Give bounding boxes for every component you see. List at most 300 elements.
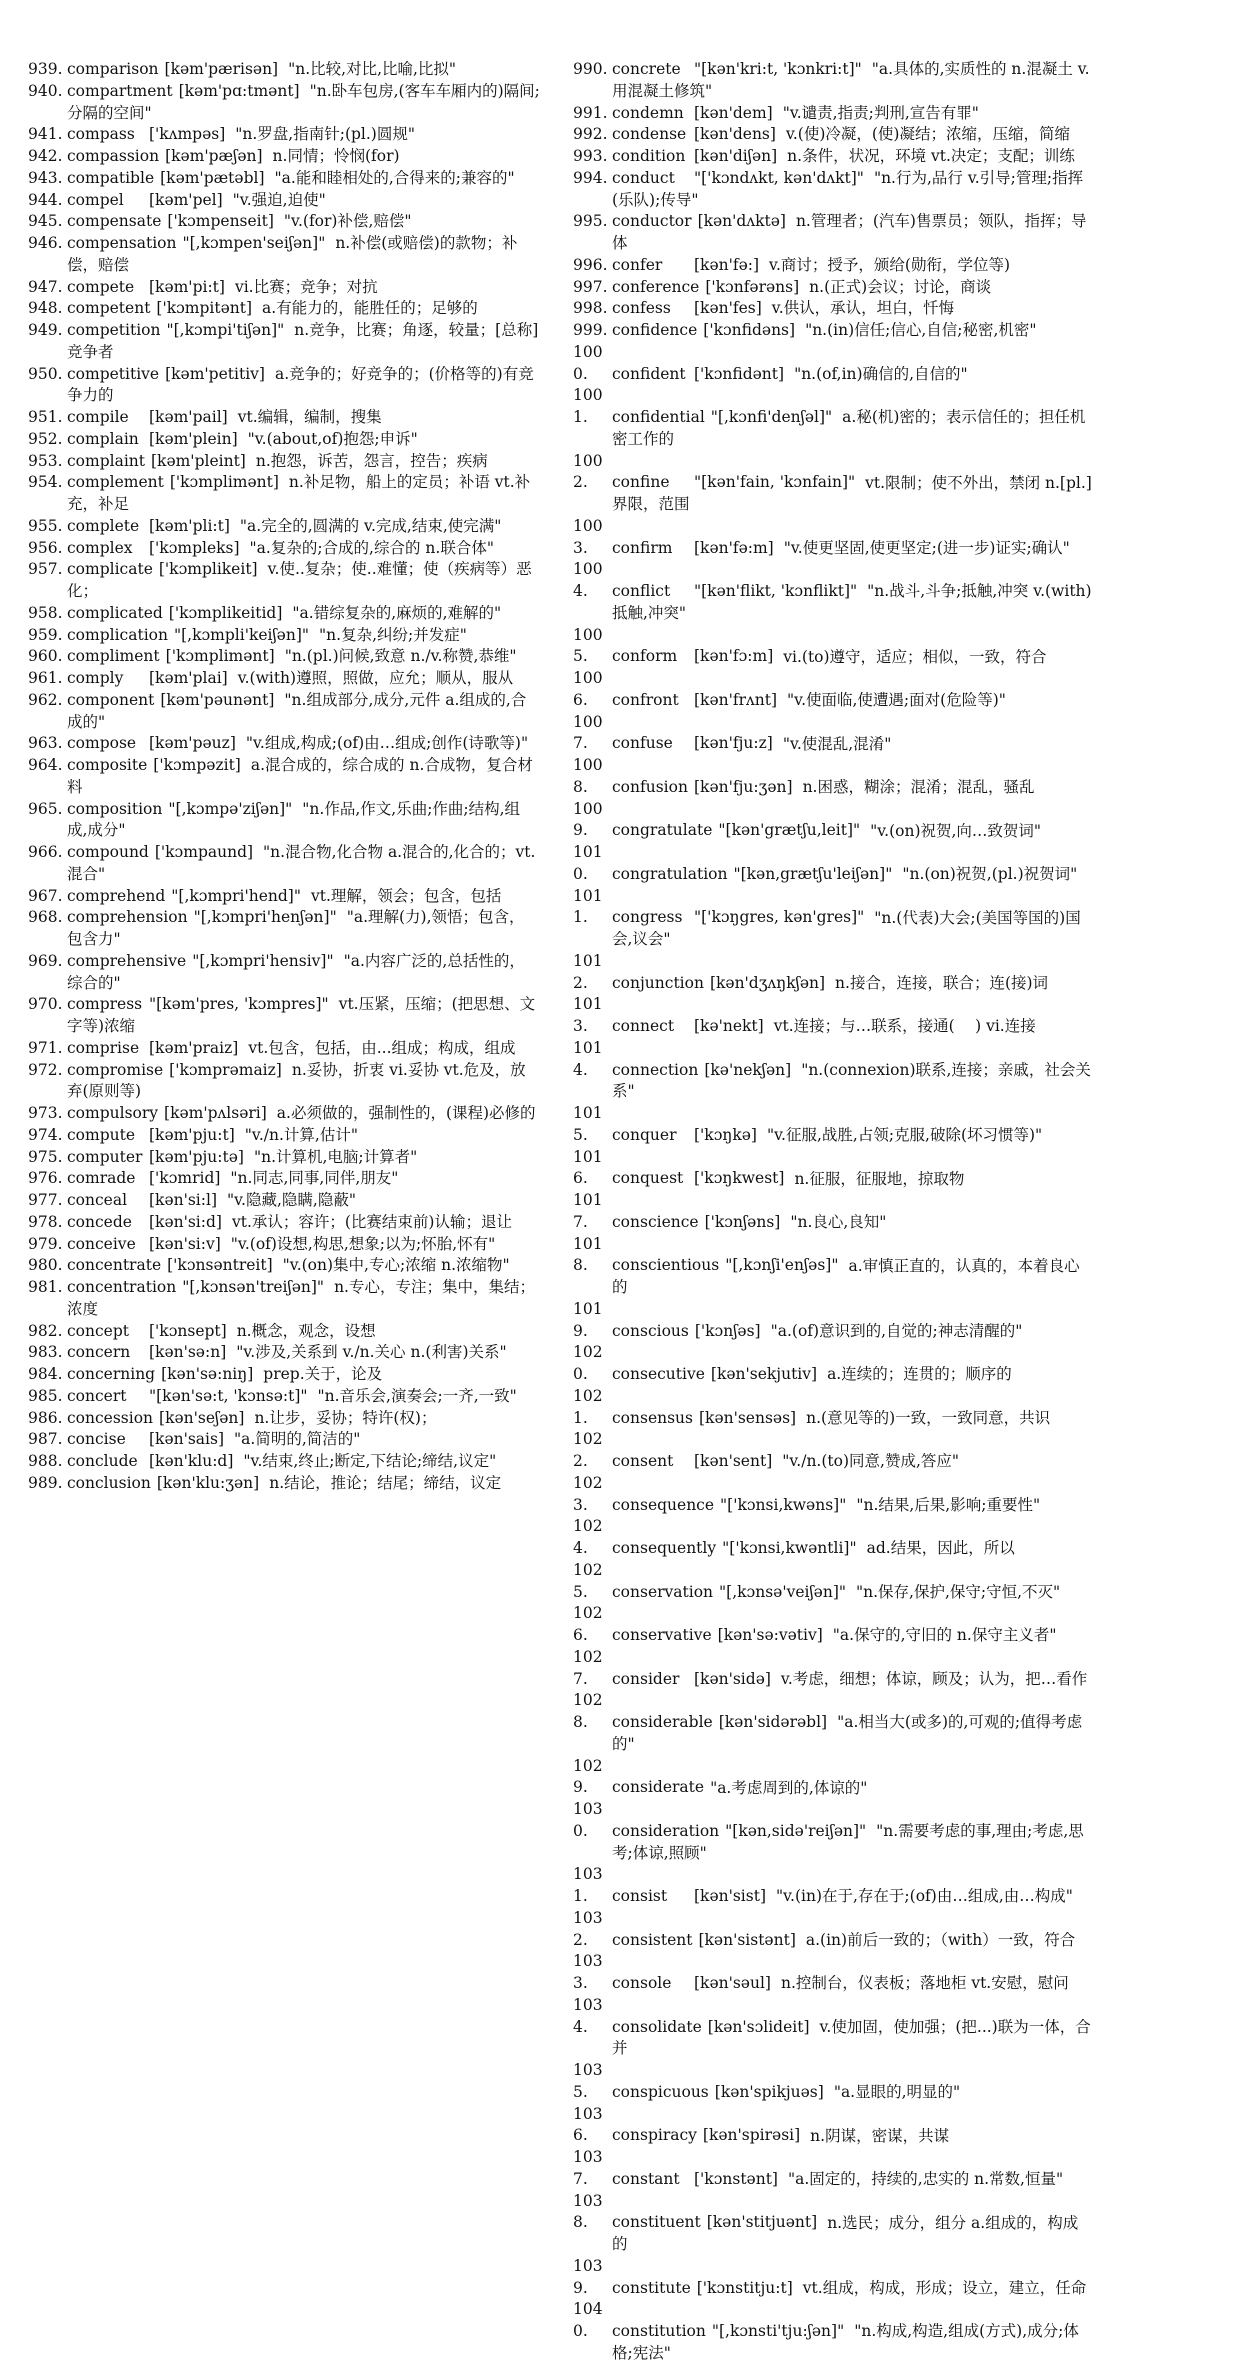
- entry-word: comprehend: [67, 886, 166, 905]
- vocabulary-entry: [28, 190, 540, 212]
- entry-phonetic: [kən'fju:z]: [694, 734, 773, 753]
- entry-word: composition: [67, 799, 163, 818]
- entry-phonetic: "['kɔnsi,kwəns]": [720, 1495, 847, 1514]
- entry-definition: n.结论，推论；结尾；缔结，议定: [269, 1473, 502, 1492]
- entry-word: conduct: [612, 168, 675, 187]
- entry-number: 1035.: [573, 2061, 603, 2101]
- entry-phonetic: [kən'fes]: [694, 299, 762, 318]
- entry-word: concrete: [612, 60, 681, 78]
- entry-number: 974.: [28, 1125, 63, 1144]
- entry-number: 964.: [28, 756, 63, 774]
- entry-phonetic: ['kɔmplikeit]: [158, 560, 258, 579]
- entry-number: 1010.: [573, 843, 603, 883]
- vocabulary-entry: [28, 277, 540, 299]
- vocabulary-entry: [28, 799, 540, 843]
- entry-definition: a.必须做的，强制性的，(课程)必修的: [276, 1104, 536, 1122]
- entry-phonetic: [kən'sais]: [149, 1430, 225, 1449]
- vocabulary-entry: [28, 168, 540, 190]
- entry-definition: "n.同志,同事,同伴,朋友": [230, 1169, 399, 1188]
- entry-phonetic: "[kən'kri:t, 'kɔnkri:t]": [694, 60, 862, 78]
- entry-phonetic: [kən'dens]: [694, 125, 776, 144]
- entry-number: 1040.: [573, 2300, 603, 2340]
- entry-number: 969.: [28, 951, 63, 970]
- entry-phonetic: [kən'sɔlideit]: [707, 2017, 810, 2036]
- entry-phonetic: ['kɔnfidəns]: [703, 321, 796, 339]
- vocabulary-entry: [28, 1147, 540, 1169]
- entry-word: compartment: [67, 81, 173, 100]
- entry-number: 1015.: [573, 1104, 603, 1144]
- entry-phonetic: [kən'fɔ:m]: [694, 647, 774, 666]
- entry-number: 956.: [28, 538, 63, 557]
- entry-definition: v.(使)冷凝，(使)凝结；浓缩，压缩，简缩: [785, 125, 1070, 144]
- vocabulary-entry: [573, 2060, 1093, 2104]
- entry-phonetic: [kəm'pel]: [149, 190, 223, 209]
- entry-word: condition: [612, 147, 686, 165]
- entry-definition: n.竞争，比赛；角逐，较量；[总称]竞争者: [67, 321, 539, 361]
- entry-number: 959.: [28, 625, 63, 644]
- entry-number: 975.: [28, 1147, 63, 1166]
- entry-word: conclude: [67, 1452, 138, 1470]
- entry-number: 970.: [28, 995, 63, 1014]
- entry-phonetic: [kən'si:v]: [149, 1234, 221, 1253]
- entry-number: 1026.: [573, 1604, 603, 1644]
- entry-word: consent: [612, 1452, 674, 1470]
- entry-word: consolidate: [612, 2017, 702, 2036]
- entry-word: constitution: [612, 2322, 706, 2340]
- vocabulary-entry: [573, 342, 1093, 386]
- entry-definition: vt.限制；使不外出，禁闭 n.[pl.]界限，范围: [612, 473, 1092, 513]
- entry-number: 1033.: [573, 1952, 603, 1992]
- entry-word: conjunction: [612, 973, 704, 992]
- entry-phonetic: [kən'sidərəbl]: [718, 1713, 828, 1731]
- vocabulary-entry: [573, 559, 1093, 624]
- entry-word: conservative: [612, 1626, 712, 1644]
- entry-number: 993.: [573, 147, 608, 165]
- entry-phonetic: ['kɔnstənt]: [694, 2169, 778, 2188]
- entry-phonetic: "[kən'flikt, 'kɔnflikt]": [694, 582, 858, 600]
- vocabulary-entry: [573, 103, 1093, 125]
- entry-definition: "a.相当大(或多)的,可观的;值得考虑的": [612, 1713, 1083, 1753]
- entry-phonetic: [kən'sə:niŋ]: [161, 1365, 254, 1383]
- entry-word: component: [67, 690, 155, 709]
- entry-phonetic: ['kɔmpleks]: [149, 538, 240, 557]
- vocabulary-entry: [573, 886, 1093, 951]
- vocabulary-entry: [28, 364, 540, 408]
- entry-word: congratulate: [612, 821, 713, 840]
- vocabulary-entry: [573, 124, 1093, 146]
- entry-word: compulsory: [67, 1104, 159, 1122]
- entry-definition: "v.组成,构成;(of)由…组成;创作(诗歌等)": [245, 734, 529, 753]
- vocabulary-entry: [573, 451, 1093, 516]
- entry-definition: a.连续的；连贯的；顺序的: [827, 1365, 1012, 1383]
- vocabulary-entry: [573, 799, 1093, 843]
- entry-number: 998.: [573, 299, 608, 318]
- entry-definition: "v.隐藏,隐瞒,隐蔽": [227, 1191, 356, 1209]
- entry-phonetic: [kəm'pju:t]: [149, 1125, 235, 1144]
- entry-phonetic: "[kən'sə:t, 'kɔnsə:t]": [149, 1386, 308, 1405]
- entry-word: conscious: [612, 1321, 689, 1340]
- entry-definition: "n.(of,in)确信的,自信的": [794, 364, 968, 383]
- entry-number: 1014.: [573, 1038, 603, 1079]
- entry-number: 960.: [28, 647, 63, 666]
- entry-word: considerate: [612, 1778, 705, 1797]
- entry-definition: a.(in)前后一致的；（with）一致，符合: [805, 1930, 1076, 1949]
- vocabulary-entry: [573, 625, 1093, 669]
- entry-phonetic: [kən'diʃən]: [694, 147, 778, 165]
- entry-number: 1004.: [573, 560, 603, 600]
- vocabulary-entry: [573, 320, 1093, 342]
- entry-number: 943.: [28, 168, 63, 187]
- entry-phonetic: ['kɔŋkwest]: [694, 1169, 785, 1188]
- entry-word: constant: [612, 2169, 680, 2188]
- vocabulary-entry: [28, 1168, 540, 1190]
- entry-number: 955.: [28, 516, 63, 535]
- vocabulary-entry: [28, 994, 540, 1038]
- entry-number: 941.: [28, 125, 63, 144]
- entry-phonetic: [kən'klu:ʒən]: [156, 1473, 260, 1492]
- entry-number: 987.: [28, 1430, 63, 1449]
- vocabulary-entry: [28, 472, 540, 516]
- entry-definition: "n.构成,构造,组成(方式),成分;体格;宪法": [612, 2322, 1079, 2362]
- entry-number: 940.: [28, 81, 63, 100]
- entry-word: comprise: [67, 1038, 140, 1057]
- entry-word: conclusion: [67, 1473, 151, 1492]
- entry-phonetic: [kən'fju:ʒən]: [694, 777, 793, 796]
- entry-word: consideration: [612, 1821, 720, 1840]
- entry-phonetic: ['kɔŋkə]: [694, 1125, 757, 1144]
- entry-word: constitute: [612, 2278, 691, 2297]
- vocabulary-entry: [28, 124, 540, 146]
- entry-word: competent: [67, 299, 151, 318]
- vocabulary-entry: [573, 2147, 1093, 2191]
- entry-number: 950.: [28, 364, 63, 383]
- entry-phonetic: "[kəm'pres, 'kɔmpres]": [149, 995, 329, 1014]
- entry-word: compel: [67, 190, 124, 209]
- entry-word: condemn: [612, 103, 684, 122]
- entry-phonetic: [kən'sent]: [694, 1452, 773, 1470]
- entry-number: 951.: [28, 408, 63, 426]
- entry-number: 939.: [28, 60, 63, 78]
- entry-number: 944.: [28, 190, 63, 209]
- entry-definition: v.使..复杂；使..难懂；使（疾病等）恶化；: [67, 560, 532, 600]
- entry-phonetic: "[,kɔnʃi'enʃəs]": [725, 1256, 839, 1275]
- entry-definition: "v.(on)集中,专心;浓缩 n.浓缩物": [282, 1256, 510, 1275]
- entry-number: 991.: [573, 103, 608, 122]
- entry-number: 957.: [28, 560, 63, 579]
- vocabulary-entry: [573, 168, 1093, 212]
- entry-definition: "v.谴责,指责;判刑,宣告有罪": [782, 103, 979, 122]
- vocabulary-entry: [573, 755, 1093, 799]
- entry-definition: "v.强迫,迫使": [232, 190, 326, 209]
- entry-phonetic: ['kɔmrid]: [149, 1169, 221, 1188]
- vocabulary-entry: [28, 842, 540, 886]
- entry-word: conquest: [612, 1169, 684, 1188]
- entry-number: 1020.: [573, 1343, 603, 1383]
- entry-phonetic: [kən'dʌktə]: [697, 212, 786, 231]
- entry-number: 976.: [28, 1169, 63, 1188]
- entry-word: compound: [67, 843, 149, 861]
- entry-phonetic: ['kɔnfərəns]: [705, 277, 800, 296]
- vocabulary-entry: [28, 1277, 540, 1321]
- entry-number: 989.: [28, 1473, 63, 1492]
- entry-definition: n.阴谋，密谋，共谋: [810, 2126, 950, 2145]
- entry-number: 985.: [28, 1386, 63, 1405]
- vocabulary-entry: [573, 1799, 1093, 1864]
- entry-phonetic: [kən'sist]: [694, 1887, 766, 1905]
- vocabulary-column-left: [28, 59, 540, 1495]
- vocabulary-entry: [573, 2104, 1093, 2148]
- entry-definition: "v.使面临,使遭遇;面对(危险等)": [787, 690, 1006, 709]
- entry-phonetic: [kən'sidə]: [694, 1669, 771, 1688]
- entry-number: 966.: [28, 843, 63, 861]
- vocabulary-entry: [573, 2191, 1093, 2256]
- vocabulary-entry: [28, 951, 540, 995]
- entry-number: 986.: [28, 1408, 63, 1427]
- entry-number: 1006.: [573, 669, 603, 709]
- entry-definition: a.混合成的，综合成的 n.合成物，复合材料: [67, 756, 533, 796]
- entry-phonetic: "[,kɔnsə'veiʃən]": [719, 1582, 847, 1601]
- entry-number: 1011.: [573, 886, 603, 927]
- entry-definition: "v.使更坚固,使更坚定;(进一步)证实;确认": [783, 538, 1070, 557]
- vocabulary-entry: [28, 1451, 540, 1473]
- entry-number: 1030.: [573, 1800, 603, 1840]
- entry-word: conscientious: [612, 1256, 720, 1275]
- entry-word: complete: [67, 516, 140, 535]
- entry-phonetic: [kəm'petitiv]: [165, 364, 265, 383]
- entry-definition: "a.(of)意识到的,自觉的;神志清醒的": [770, 1321, 1023, 1340]
- vocabulary-entry: [28, 1125, 540, 1147]
- entry-definition: "a.内容广泛的,总括性的，综合的": [67, 951, 525, 992]
- vocabulary-entry: [573, 1038, 1093, 1103]
- entry-phonetic: ['kɔmplimənt]: [165, 647, 275, 666]
- entry-number: 973.: [28, 1104, 63, 1122]
- entry-number: 945.: [28, 212, 63, 231]
- entry-number: 1005.: [573, 625, 603, 666]
- entry-number: 1008.: [573, 756, 603, 796]
- entry-definition: "a.考虑周到的,体谅的": [710, 1778, 868, 1797]
- vocabulary-entry: [28, 538, 540, 560]
- entry-definition: "a.显眼的,明显的": [833, 2082, 961, 2101]
- vocabulary-entry: [28, 320, 540, 364]
- entry-definition: "n.组成部分,成分,元件 a.组成的,合成的": [67, 690, 527, 731]
- entry-phonetic: ['kɔmpaund]: [154, 843, 254, 861]
- vocabulary-entry: [28, 1103, 540, 1125]
- entry-number: 1021.: [573, 1386, 603, 1427]
- entry-word: complement: [67, 473, 164, 492]
- entry-definition: "v./n.计算,估计": [244, 1125, 358, 1144]
- entry-phonetic: [kəm'pæʃən]: [165, 147, 263, 165]
- entry-definition: n.选民；成分，组分 a.组成的，构成的: [612, 2213, 1079, 2253]
- entry-word: conspiracy: [612, 2126, 697, 2145]
- entry-definition: v.使加固，使加强；(把...)联为一体，合并: [612, 2017, 1091, 2058]
- entry-word: compatible: [67, 168, 155, 187]
- entry-number: 992.: [573, 125, 608, 144]
- entry-number: 963.: [28, 734, 63, 753]
- entry-definition: n.让步，妥协；特许(权)；: [254, 1408, 437, 1427]
- vocabulary-entry: [28, 1342, 540, 1364]
- entry-word: conquer: [612, 1125, 677, 1144]
- vocabulary-entry: [28, 1234, 540, 1256]
- vocabulary-column-right: [573, 59, 1093, 2365]
- entry-word: conspicuous: [612, 2082, 709, 2101]
- entry-word: consistent: [612, 1930, 693, 1949]
- vocabulary-entry: [28, 625, 540, 647]
- entry-definition: n.条件，状况，环境 vt.决定；支配；训练: [787, 147, 1075, 165]
- vocabulary-entry: [573, 668, 1093, 712]
- entry-definition: "v.涉及,关系到 v./n.关心 n.(利害)关系": [236, 1343, 507, 1362]
- vocabulary-entry: [573, 59, 1093, 103]
- entry-word: confront: [612, 690, 679, 709]
- entry-word: compensate: [67, 212, 162, 231]
- entry-definition: vt.连接；与…联系，接通( ) vi.连接: [773, 1017, 1036, 1035]
- entry-definition: prep.关于，论及: [263, 1365, 383, 1383]
- entry-phonetic: [kəm'pju:tə]: [149, 1147, 244, 1166]
- entry-word: complex: [67, 538, 133, 557]
- vocabulary-entry: [28, 1060, 540, 1104]
- vocabulary-entry: [573, 385, 1093, 450]
- entry-phonetic: "[,kɔmpri'hend]": [171, 886, 301, 905]
- entry-number: 949.: [28, 321, 63, 339]
- vocabulary-entry: [28, 211, 540, 233]
- entry-number: 990.: [573, 60, 608, 78]
- entry-word: computer: [67, 1147, 143, 1166]
- entry-number: 1007.: [573, 712, 603, 753]
- entry-number: 972.: [28, 1060, 63, 1079]
- entry-definition: n.专心，专注；集中，集结；浓度: [67, 1278, 535, 1318]
- entry-word: competition: [67, 321, 161, 339]
- entry-number: 984.: [28, 1365, 63, 1383]
- entry-definition: "n.(pl.)问候,致意 n./v.称赞,恭维": [284, 647, 517, 666]
- entry-phonetic: [kəm'pail]: [149, 408, 228, 426]
- entry-phonetic: [kən'dʒʌŋkʃən]: [709, 973, 826, 992]
- entry-word: consensus: [612, 1408, 693, 1427]
- entry-phonetic: ['kʌmpəs]: [149, 125, 226, 144]
- entry-number: 1017.: [573, 1191, 603, 1231]
- entry-definition: "n.罗盘,指南针;(pl.)圆规": [235, 125, 415, 144]
- vocabulary-entry: [573, 1429, 1093, 1473]
- entry-number: 995.: [573, 212, 608, 231]
- entry-number: 948.: [28, 299, 63, 318]
- entry-word: confusion: [612, 777, 688, 796]
- vocabulary-entry: [28, 1190, 540, 1212]
- entry-word: comrade: [67, 1169, 136, 1188]
- entry-word: conservation: [612, 1582, 714, 1601]
- entry-definition: "a.能和睦相处的,合得来的;兼容的": [274, 168, 515, 187]
- entry-definition: "n.计算机,电脑;计算者": [253, 1147, 418, 1166]
- entry-number: 979.: [28, 1234, 63, 1253]
- entry-word: comprehension: [67, 908, 188, 927]
- entry-word: concern: [67, 1343, 131, 1362]
- entry-word: compromise: [67, 1060, 164, 1079]
- vocabulary-entry: [573, 1516, 1093, 1560]
- entry-number: 978.: [28, 1212, 63, 1231]
- entry-word: conscience: [612, 1212, 699, 1231]
- entry-phonetic: "[,kɔnsən'treiʃən]": [182, 1278, 325, 1296]
- entry-definition: v.供认，承认，坦白，忏悔: [771, 299, 955, 318]
- entry-number: 1034.: [573, 1995, 603, 2036]
- entry-number: 996.: [573, 255, 608, 274]
- entry-definition: "n.比较,对比,比喻,比拟": [288, 60, 457, 78]
- entry-phonetic: [kəm'pætəbl]: [160, 168, 265, 187]
- entry-phonetic: [kən'klu:d]: [149, 1452, 234, 1470]
- entry-phonetic: [kəm'pærisən]: [164, 60, 279, 78]
- entry-word: composite: [67, 756, 148, 774]
- vocabulary-entry: [28, 1473, 540, 1495]
- entry-number: 968.: [28, 908, 63, 927]
- entry-word: compensation: [67, 234, 177, 252]
- entry-number: 1000.: [573, 342, 603, 383]
- vocabulary-entry: [573, 1342, 1093, 1386]
- entry-number: 1016.: [573, 1147, 603, 1188]
- entry-word: comprehensive: [67, 951, 187, 970]
- entry-definition: "a.保守的,守旧的 n.保守主义者": [832, 1626, 1057, 1644]
- entry-definition: "n.行为,品行 v.引导;管理;指挥(乐队);传导": [612, 168, 1084, 209]
- entry-word: confer: [612, 255, 663, 274]
- entry-word: concession: [67, 1408, 154, 1427]
- entry-definition: "v.(of)设想,构思,想象;以为;怀胎,怀有": [230, 1234, 496, 1253]
- vocabulary-entry: [573, 146, 1093, 168]
- entry-definition: "v.(about,of)抱怨;申诉": [247, 429, 418, 448]
- entry-definition: "n.作品,作文,乐曲;作曲;结构,组成,成分": [67, 799, 521, 840]
- entry-phonetic: "[kən,grætʃu'leiʃən]": [733, 864, 893, 883]
- entry-phonetic: [kəm'pəunənt]: [160, 690, 275, 709]
- entry-phonetic: [kən'spirəsi]: [702, 2126, 801, 2145]
- entry-word: concede: [67, 1212, 132, 1231]
- entry-word: concentration: [67, 1278, 177, 1296]
- entry-phonetic: ['kɔnsəntreit]: [167, 1256, 273, 1275]
- entry-word: confuse: [612, 734, 673, 753]
- entry-definition: "v.(on)祝贺,向…致贺词": [870, 821, 1042, 840]
- vocabulary-entry: [28, 733, 540, 755]
- entry-word: complication: [67, 625, 168, 644]
- entry-number: 1038.: [573, 2191, 603, 2232]
- entry-word: considerable: [612, 1713, 713, 1731]
- vocabulary-entry: [573, 1756, 1093, 1800]
- entry-number: 1025.: [573, 1560, 603, 1601]
- vocabulary-entry: [573, 2299, 1093, 2364]
- entry-definition: "a.复杂的;合成的,综合的 n.联合体": [249, 538, 494, 557]
- entry-number: 1032.: [573, 1908, 603, 1949]
- entry-definition: vt.包含，包括，由...组成；构成，组成: [248, 1038, 516, 1057]
- entry-definition: n.管理者；(汽车)售票员；领队，指挥；导体: [612, 212, 1087, 252]
- entry-definition: "n.卧车包房,(客车车厢内的)隔间;分隔的空间": [67, 81, 540, 122]
- vocabulary-entry: [28, 1408, 540, 1430]
- entry-number: 994.: [573, 168, 608, 187]
- vocabulary-entry: [573, 1603, 1093, 1647]
- entry-word: conform: [612, 647, 678, 666]
- vocabulary-entry: [28, 146, 540, 168]
- entry-word: conceal: [67, 1191, 128, 1209]
- entry-definition: vt.理解，领会；包含，包括: [310, 886, 502, 905]
- entry-number: 1003.: [573, 516, 603, 557]
- vocabulary-entry: [573, 211, 1093, 255]
- vocabulary-entry: [28, 516, 540, 538]
- entry-definition: a.审慎正直的，认真的，本着良心的: [612, 1256, 1080, 1296]
- entry-phonetic: [kən'fə:]: [694, 255, 760, 274]
- entry-phonetic: "[,kɔmpri'hensiv]": [192, 951, 334, 970]
- entry-phonetic: [kən'frʌnt]: [694, 690, 778, 709]
- entry-definition: "v./n.(to)同意,赞成,答应": [782, 1452, 959, 1470]
- vocabulary-entry: [28, 1321, 540, 1343]
- entry-number: 997.: [573, 277, 608, 296]
- entry-phonetic: ['kɔnstitju:t]: [696, 2278, 793, 2297]
- entry-definition: ad.结果，因此，所以: [866, 1539, 1015, 1557]
- vocabulary-entry: [28, 81, 540, 125]
- entry-phonetic: [kəm'pəuz]: [149, 734, 236, 753]
- entry-phonetic: ['kɔmplikeitid]: [168, 603, 283, 622]
- entry-number: 999.: [573, 321, 608, 339]
- entry-definition: "n.(代表)大会;(美国等国的)国会,议会": [612, 908, 1081, 948]
